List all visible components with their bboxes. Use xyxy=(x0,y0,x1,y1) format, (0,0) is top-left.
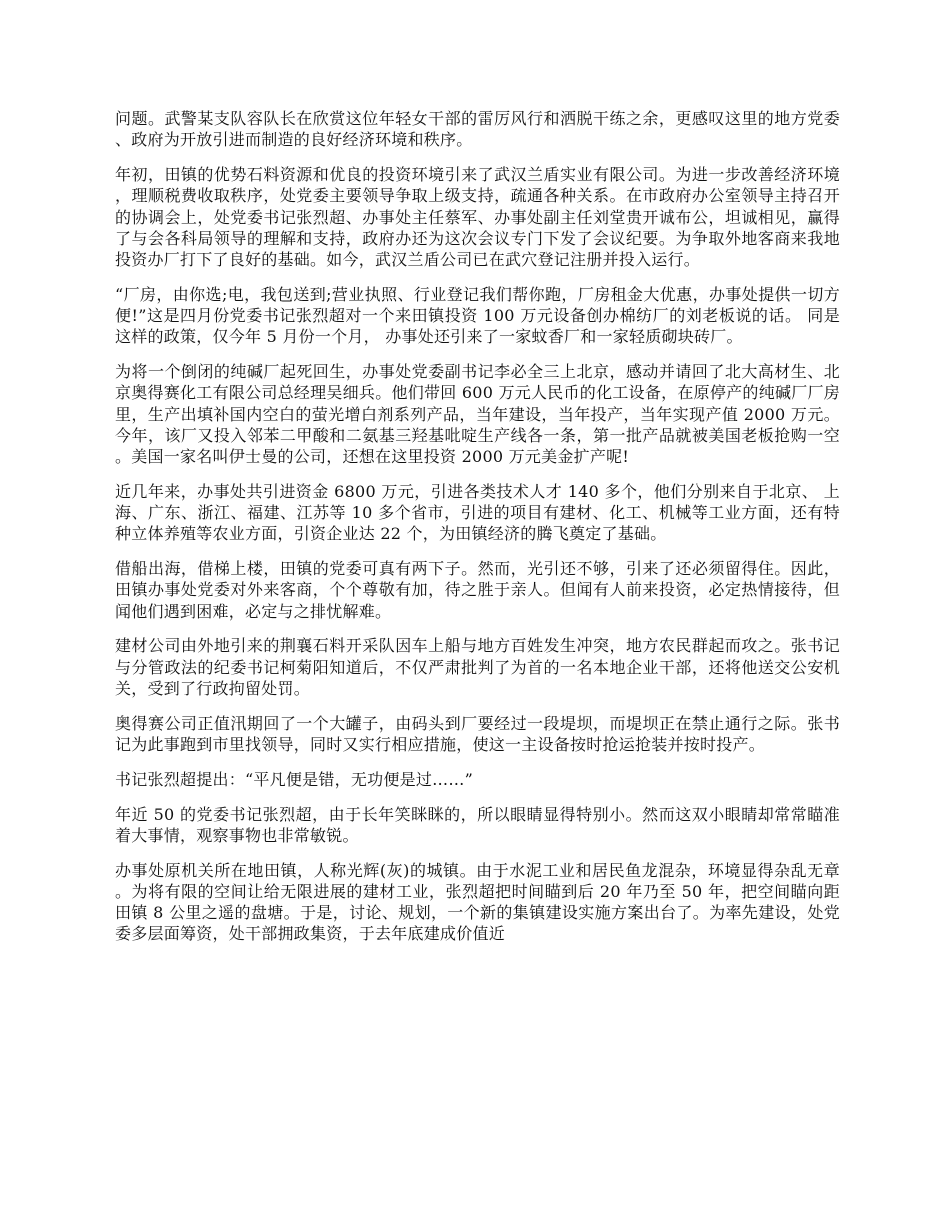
paragraph-4: 为将一个倒闭的纯碱厂起死回生，办事处党委副书记李必全三上北京，感动并请回了北大高材生、北京奥得赛化工有限公司总经理吴细兵。他们带回 600 万元人民币的化工设备，在原停产的纯碱厂厂房里，生产出填补国内空白的萤光增白剂系列产品，当年建设，当年投产，当年实现产值 2000 万元。今年，该厂又投入邻苯二甲酸和二氨基三羟基吡啶生产线各一条，第一批产品就被美国老板抢购一空。美国一家名叫伊士曼的公司，还想在这里投资 2000 万元美金扩产呢! xyxy=(115,362,840,466)
paragraph-6: 借船出海，借梯上楼，田镇的党委可真有两下子。然而，光引还不够，引来了还必须留得住。因此，田镇办事处党委对外来客商，个个尊敬有加，待之胜于亲人。但闻有人前来投资，必定热情接待，但闻他们遇到困难，必定与之排忧解难。 xyxy=(115,559,840,621)
paragraph-5: 近几年来，办事处共引进资金 6800 万元，引进各类技术人才 140 多个，他们分别来自于北京、 上海、广东、浙江、福建、江苏等 10 多个省市，引进的项目有建材、化工、机械等工业方面，还有特种立体养殖等农业方面，引资企业达 22 个，为田镇经济的腾飞奠定了基础。 xyxy=(115,481,840,544)
paragraph-7: 建材公司由外地引来的荆襄石料开采队因车上船与地方百姓发生冲突，地方农民群起而攻之。张书记与分管政法的纪委书记柯菊阳知道后，不仅严肃批判了为首的一名本地企业干部，还将他送交公安机关，受到了行政拘留处罚。 xyxy=(115,636,840,698)
document-body xyxy=(115,108,840,958)
paragraph-1: 问题。武警某支队容队长在欣赏这位年轻女干部的雷厉风行和洒脱干练之余，更感叹这里的地方党委、政府为开放引进而制造的良好经济环境和秩序。 xyxy=(115,109,840,150)
paragraph-3: “厂房，由你选;电，我包送到;营业执照、行业登记我们帮你跑，厂房租金大优惠，办事处提供一切方便!”这是四月份党委书记张烈超对一个来田镇投资 100 万元设备创办棉纺厂的刘老板说的话。 同是这样的政策，仅今年 5 月份一个月， 办事处还引来了一家蚊香厂和一家轻质砌块砖厂。 xyxy=(115,284,840,347)
paragraph-8: 奥得赛公司正值汛期回了一个大罐子，由码头到厂要经过一段堤坝，而堤坝正在禁止通行之际。张书记为此事跑到市里找领导，同时又实行相应措施，使这一主设备按时抢运抢装并按时投产。 xyxy=(115,713,840,754)
paragraph-11: 办事处原机关所在地田镇，人称光辉(灰)的城镇。由于水泥工业和居民鱼龙混杂，环境显得杂乱无章。为将有限的空间让给无限进展的建材工业，张烈超把时间瞄到后 20 年乃至 50 年，把空间瞄向距田镇 8 公里之遥的盘塘。于是，讨论、规划，一个新的集镇建设实施方案出台了。为率先建设，处党委多层面筹资，处干部拥政集资，于去年底建成价值近 xyxy=(115,860,840,944)
paragraph-2: 年初，田镇的优势石料资源和优良的投资环境引来了武汉兰盾实业有限公司。为进一步改善经济环境，理顺税费收取秩序，处党委主要领导争取上级支持，疏通各种关系。在市政府办公室领导主持召开的协调会上，处党委书记张烈超、办事处主任蔡军、办事处副主任刘堂贵开诚布公，坦诚相见，赢得了与会各科局领导的理解和支持，政府办还为这次会议专门下发了会议纪要。为争取外地客商来我地投资办厂打下了良好的基础。如今，武汉兰盾公司已在武穴登记注册并投入运行。 xyxy=(115,165,840,269)
paragraph-10: 年近 50 的党委书记张烈超，由于长年笑眯眯的，所以眼睛显得特别小。然而这双小眼睛却常常瞄准着大事情，观察事物也非常敏锐。 xyxy=(115,804,840,845)
paragraph-9: 书记张烈超提出：“平凡便是错，无功便是过……” xyxy=(115,769,474,789)
